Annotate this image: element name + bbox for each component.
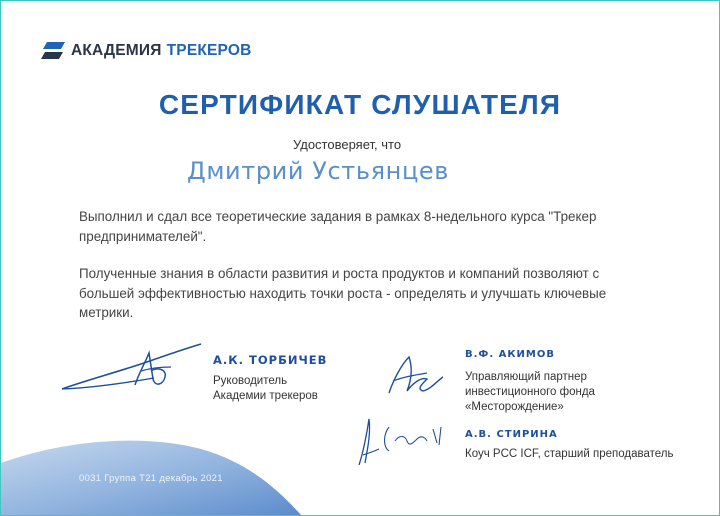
signatory-name-akimov: В.Ф. АКИМОВ	[465, 349, 555, 360]
certificate-title: СЕРТИФИКАТ СЛУШАТЕЛЯ	[158, 89, 562, 120]
logo-text-primary: АКАДЕМИЯ	[71, 42, 162, 59]
recipient-name: Дмитрий Устьянцев	[187, 157, 450, 185]
footer-group-info: 0031 Группа Т21 декабрь 2021	[79, 473, 223, 484]
role-line: Руководитель	[213, 375, 288, 387]
role-line: Академии трекеров	[213, 390, 318, 402]
signature-akimov	[383, 351, 453, 399]
signatory-role-stirina	[465, 447, 673, 462]
signatory-name-torbichev: А.К. ТОРБИЧЕВ	[213, 353, 328, 367]
role-line: «Месторождение»	[465, 401, 564, 413]
completion-paragraph: Выполнил и сдал все теоретические задания в рамках 8-недельного курса "Трекер предпринимателей".	[79, 209, 597, 244]
signature-torbichev	[59, 341, 209, 396]
signatory-name-stirina: А.В. СТИРИНА	[465, 429, 558, 440]
signatory-role-akimov	[465, 370, 595, 415]
role-line: инвестиционного фонда	[465, 386, 595, 398]
certifies-text: Удостоверяет, что	[293, 137, 402, 152]
skills-paragraph: Полученные знания в области развития и роста продуктов и компаний позволяют с большей эффективностью находить точки роста - определять и улучшать ключевые метрики.	[79, 266, 607, 320]
role-line: Управляющий партнер	[465, 371, 587, 383]
logo-text-secondary: ТРЕКЕРОВ	[166, 42, 252, 59]
logo-mark-icon	[41, 42, 65, 60]
role-line: Коуч PCC ICF, старший преподаватель	[465, 448, 674, 460]
academy-logo	[41, 42, 252, 60]
signature-stirina	[351, 413, 451, 471]
signatory-role-torbichev	[213, 374, 318, 404]
